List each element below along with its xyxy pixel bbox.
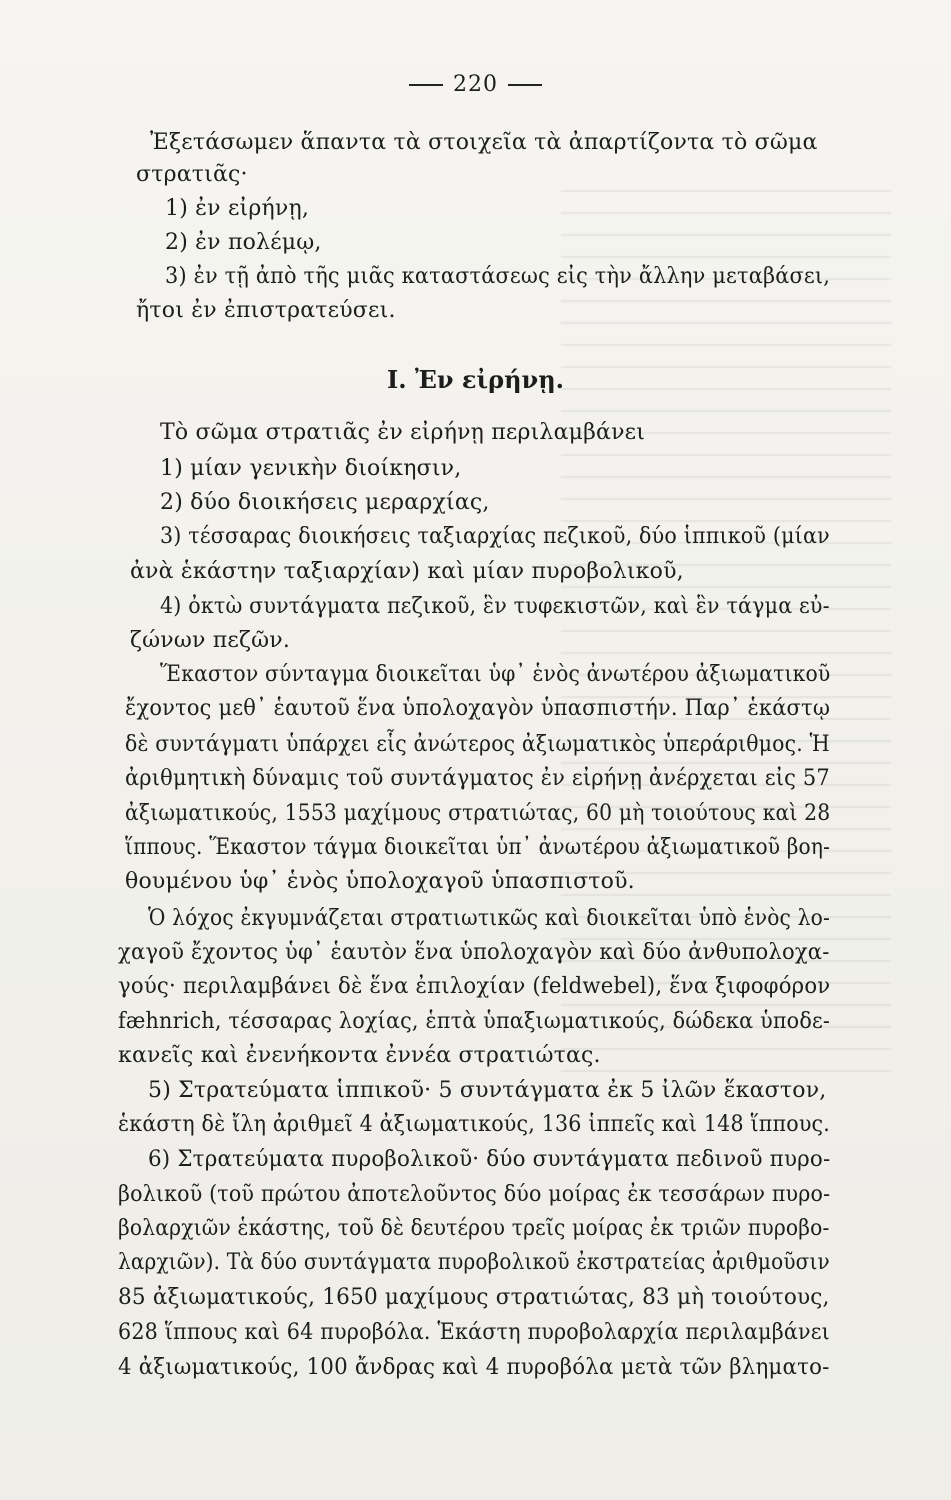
list-item: 2) δύο διοικήσεις μεραρχίας, (160, 490, 490, 515)
text-line: γούς· περιλαμβάνει δὲ ἕνα ἐπιλοχίαν (feldwebel), ἕνα ξιφοφόρον (118, 974, 831, 999)
text-line: 628 ἵππους καὶ 64 πυροβόλα. Ἑκάστη πυροβολαρχία περιλαμβάνει (118, 1320, 830, 1345)
page-number-dash-right (508, 84, 542, 86)
list-item: 6) Στρατεύματα πυροβολικοῦ· δύο συντάγματα πεδινοῦ πυρο- (148, 1147, 831, 1172)
text-line: ἤτοι ἐν ἐπιστρατεύσει. (136, 298, 396, 323)
text-line: 85 ἀξιωματικούς, 1650 μαχίμους στρατιώτας, 83 μὴ τοιούτους, (118, 1285, 830, 1310)
list-item: 5) Στρατεύματα ἱππικοῦ· 5 συντάγματα ἐκ 5 ἰλῶν ἕκαστον, (148, 1078, 827, 1103)
list-item: 1) ἐν εἰρήνῃ, (165, 196, 310, 221)
list-item: 3) τέσσαρας διοικήσεις ταξιαρχίας πεζικοῦ, δύο ἱππικοῦ (μίαν (160, 524, 830, 549)
page-number-value: 220 (453, 72, 498, 97)
text-line: fæhnrich, τέσσαρας λοχίας, ἑπτὰ ὑπαξιωματικούς, δώδεκα ὑποδε- (118, 1009, 831, 1034)
text-line: βολαρχιῶν ἑκάστης, τοῦ δὲ δευτέρου τρεῖς μοίρας ἐκ τριῶν πυροβο- (118, 1216, 830, 1241)
text-line: ζώνων πεζῶν. (130, 628, 291, 653)
text-line: δὲ συντάγματι ὑπάρχει εἷς ἀνώτερος ἀξιωματικὸς ὑπεράριθμος. Ἡ (125, 732, 830, 757)
text-line: ἀριθμητικὴ δύναμις τοῦ συντάγματος ἐν εἰρήνῃ ἀνέρχεται εἰς 57 (125, 766, 830, 791)
text-line: λαρχιῶν). Τὰ δύο συντάγματα πυροβολικοῦ ἐκστρατείας ἀριθμοῦσιν (118, 1250, 830, 1275)
text-line: ἑκάστη δὲ ἴλη ἀριθμεῖ 4 ἀξιωματικούς, 136 ἱππεῖς καὶ 148 ἵππους. (118, 1112, 831, 1137)
text-line: ἀξιωματικούς, 1553 μαχίμους στρατιώτας, 60 μὴ τοιούτους καὶ 28 (125, 801, 831, 826)
text-line: Ἕκαστον σύνταγμα διοικεῖται ὑφ᾽ ἑνὸς ἀνωτέρου ἀξιωματικοῦ (160, 662, 831, 687)
text-line: 4 ἀξιωματικούς, 100 ἄνδρας καὶ 4 πυροβόλα μετὰ τῶν βληματο- (118, 1355, 830, 1380)
list-item: 1) μίαν γενικὴν διοίκησιν, (160, 456, 462, 481)
page-number-dash-left (409, 84, 443, 86)
text-line: θουμένου ὑφ᾽ ἑνὸς ὑπολοχαγοῦ ὑπασπιστοῦ. (125, 869, 635, 894)
text-line: Ἐξετάσωμεν ἅπαντα τὰ στοιχεῖα τὰ ἀπαρτίζοντα τὸ σῶμα (150, 130, 818, 155)
text-line: ἵππους. Ἕκαστον τάγμα διοικεῖται ὑπ᾽ ἀνωτέρου ἀξιωματικοῦ βοη- (125, 835, 831, 860)
text-line: κανεῖς καὶ ἐνενήκοντα ἐννέα στρατιώτας. (118, 1043, 601, 1068)
text-line: στρατιᾶς· (136, 162, 248, 187)
text-line: χαγοῦ ἔχοντος ὑφ᾽ ἑαυτὸν ἕνα ὑπολοχαγὸν καὶ δύο ἀνθυπολοχα- (118, 940, 830, 965)
text-line: ἔχοντος μεθ᾽ ἑαυτοῦ ἕνα ὑπολοχαγὸν ὑπασπιστήν. Παρ᾽ ἑκάστῳ (125, 696, 831, 721)
page-number (0, 74, 951, 96)
text-line: Τὸ σῶμα στρατιᾶς ἐν εἰρήνῃ περιλαμβάνει (160, 420, 646, 445)
list-item: 2) ἐν πολέμῳ, (165, 230, 322, 255)
list-item: 4) ὀκτὼ συντάγματα πεζικοῦ, ἓν τυφεκιστῶν, καὶ ἓν τάγμα εὐ- (160, 594, 830, 619)
text-line: βολικοῦ (τοῦ πρώτου ἀποτελοῦντος δύο μοίρας ἐκ τεσσάρων πυρο- (118, 1182, 831, 1207)
list-item: 3) ἐν τῇ ἀπὸ τῆς μιᾶς καταστάσεως εἰς τὴν ἄλλην μεταβάσει, (165, 264, 831, 289)
text-line: Ὁ λόχος ἐκγυμνάζεται στρατιωτικῶς καὶ διοικεῖται ὑπὸ ἑνὸς λο- (148, 906, 831, 931)
text-line: ἀνὰ ἑκάστην ταξιαρχίαν) καὶ μίαν πυροβολικοῦ, (130, 559, 684, 584)
section-heading: I. Ἐν εἰρήνῃ. (386, 365, 565, 394)
